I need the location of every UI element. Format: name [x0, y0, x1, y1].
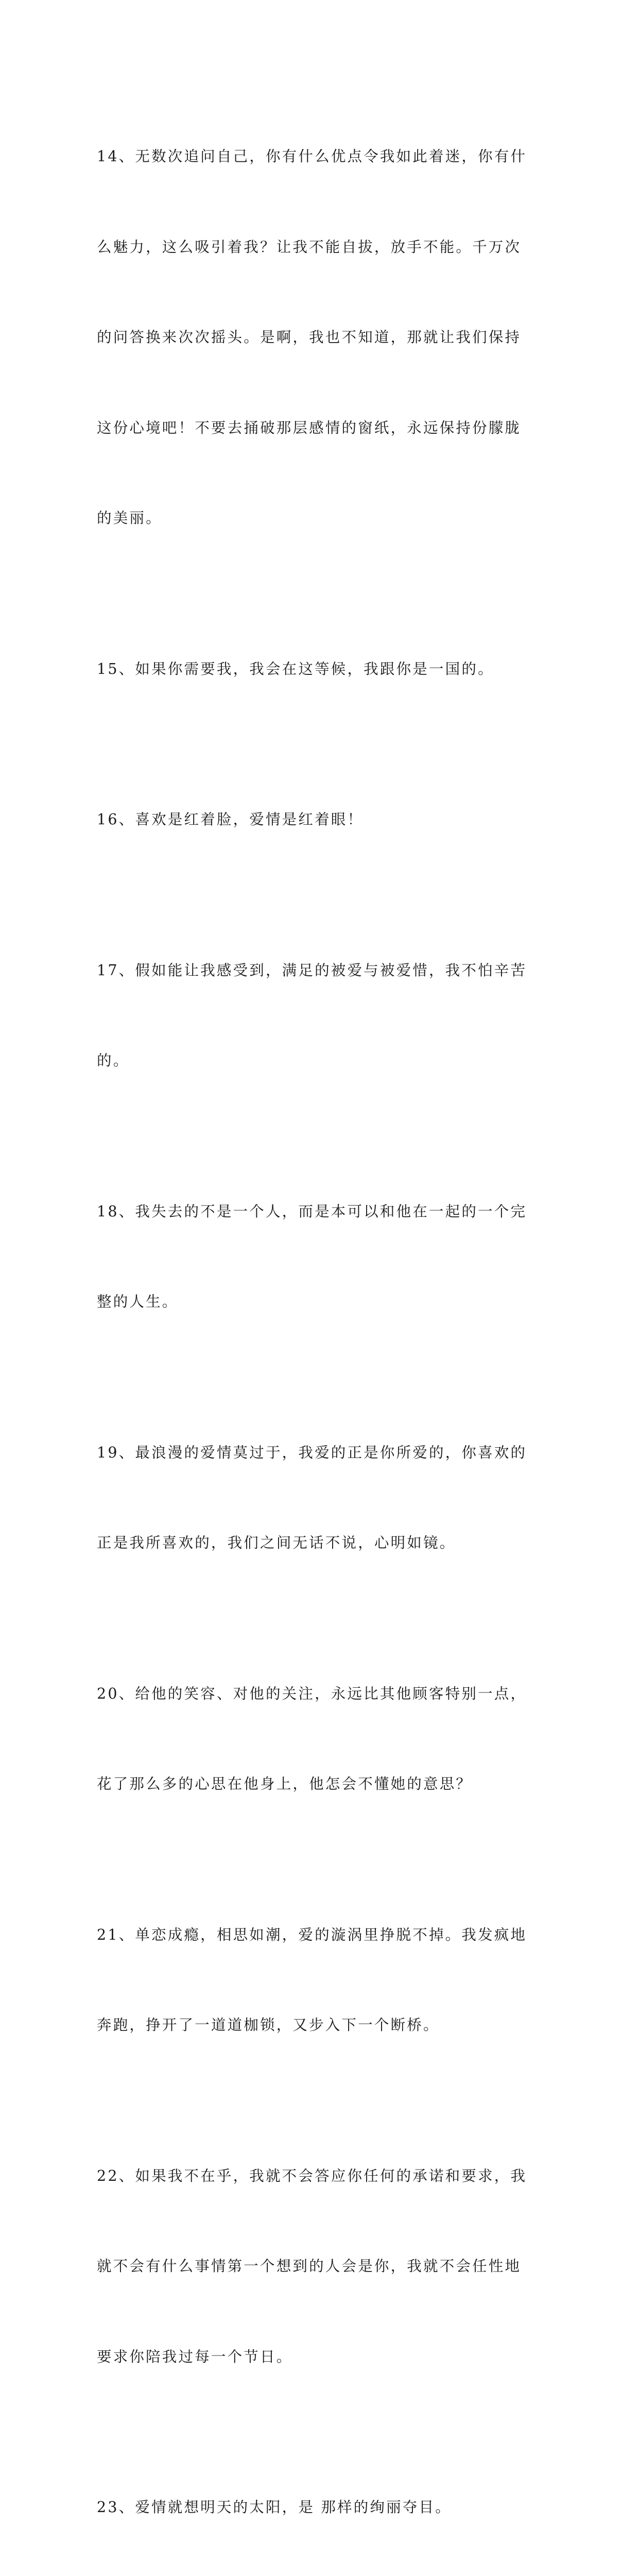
text-line: 正是我所喜欢的，我们之间无话不说，心明如镜。 [97, 1534, 456, 1551]
text-line: 奔跑，挣开了一道道枷锁，又步入下一个断桥。 [97, 2016, 440, 2033]
paragraph-23 [97, 2432, 545, 2576]
document-body [97, 81, 545, 2576]
text-line: 的问答换来次次摇头。是啊，我也不知道，那就让我们保持 [97, 329, 522, 346]
text-line: 要求你陪我过每一个节日。 [97, 2348, 293, 2365]
paragraph-20 [97, 1619, 545, 1860]
text-line: 19、最浪漫的爱情莫过于，我爱的正是你所爱的，你喜欢的 [97, 1444, 527, 1461]
text-line: 整的人生。 [97, 1293, 179, 1310]
text-line: 14、无数次追问自己，你有什么优点令我如此着迷，你有什 [97, 148, 527, 165]
text-line: 17、假如能让我感受到，满足的被爱与被爱惜，我不怕辛苦 [97, 961, 527, 979]
text-line: 花了那么多的心思在他身上，他怎会不懂她的意思？ [97, 1775, 473, 1792]
text-line: 16、喜欢是红着脸，爱情是红着眼！ [97, 811, 364, 828]
paragraph-22 [97, 2101, 545, 2433]
text-line: 20、给他的笑容、对他的关注，永远比其他顾客特别一点， [97, 1685, 527, 1702]
paragraph-21 [97, 1860, 545, 2101]
text-line: 15、如果你需要我，我会在这等候，我跟你是一国的。 [97, 660, 494, 677]
paragraph-19 [97, 1378, 545, 1619]
text-line: 22、如果我不在乎，我就不会答应你任何的承诺和要求，我 [97, 2167, 527, 2184]
text-line: 么魅力，这么吸引着我？让我不能自拔，放手不能。千万次 [97, 238, 522, 256]
text-line: 18、我失去的不是一个人，而是本可以和他在一起的一个完 [97, 1202, 527, 1220]
paragraph-16 [97, 744, 545, 895]
paragraph-17 [97, 895, 545, 1137]
text-line: 的。 [97, 1052, 130, 1069]
paragraph-18 [97, 1137, 545, 1378]
text-line: 21、单恋成瘾，相思如潮，爱的漩涡里挣脱不掉。我发疯地 [97, 1926, 527, 1943]
text-line: 的美丽。 [97, 510, 162, 527]
text-line: 就不会有什么事情第一个想到的人会是你，我就不会任性地 [97, 2258, 522, 2275]
text-line: 23、爱情就想明天的太阳，是 那样的绚丽夺目。 [97, 2499, 452, 2516]
text-line: 这份心境吧！不要去捅破那层感情的窗纸，永远保持份朦胧 [97, 419, 522, 436]
paragraph-15 [97, 594, 545, 745]
paragraph-14 [97, 81, 545, 594]
